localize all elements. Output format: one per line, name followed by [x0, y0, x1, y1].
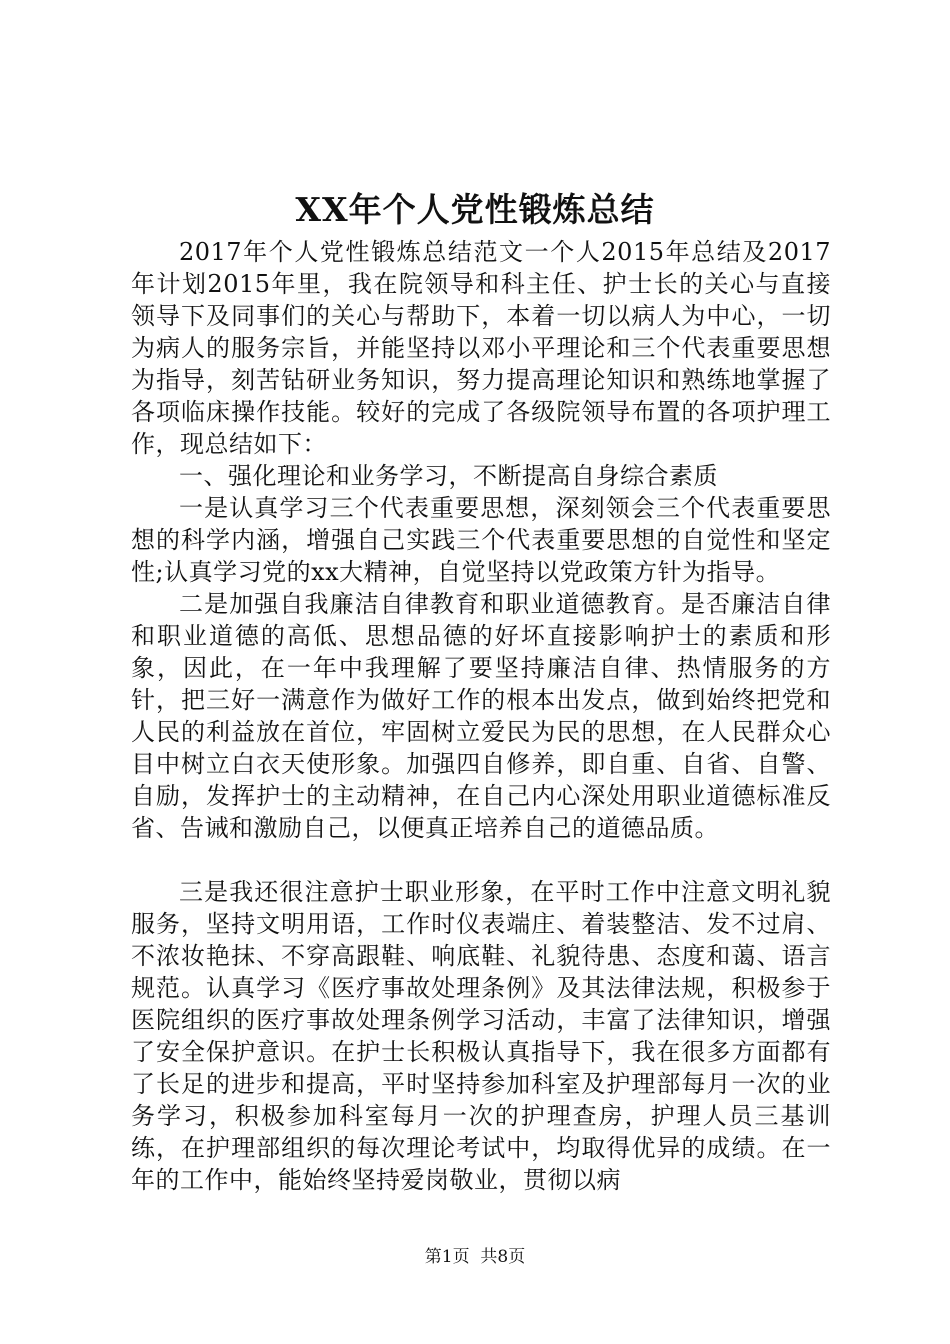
- paragraph-ethics: 二是加强自我廉洁自律教育和职业道德教育。是否廉洁自律和职业道德的高低、思想品德的好坏直接影响护士的素质和形象，因此，在一年中我理解了要坚持廉洁自律、热情服务的方针，把三好一满意作为做好工作的根本出发点，做到始终把党和人民的利益放在首位，牢固树立爱民为民的思想，在人民群众心目中树立白衣天使形象。加强四自修养，即自重、自省、自警、自励，发挥护士的主动精神，在自己内心深处用职业道德标准反省、告诫和激励自己，以便真正培养自己的道德品质。: [131, 590, 831, 842]
- page-number: 第1页: [424, 1247, 470, 1267]
- page-footer: [0, 1246, 950, 1268]
- paragraph-intro: 2017年个人党性锻炼总结范文一个人2015年总结及2017年计划2015年里，我在院领导和科主任、护士长的关心与直接领导下及同事们的关心与帮助下，本着一切以病人为中心，一切为病人的服务宗旨，并能坚持以邓小平理论和三个代表重要思想为指导，刻苦钻研业务知识，努力提高理论知识和熟练地掌握了各项临床操作技能。较好的完成了各级院领导布置的各项护理工作，现总结如下：: [131, 238, 831, 458]
- paragraph-image: 三是我还很注意护士职业形象，在平时工作中注意文明礼貌服务，坚持文明用语，工作时仪表端庄、着装整洁、发不过肩、不浓妆艳抹、不穿高跟鞋、响底鞋、礼貌待患、态度和蔼、语言规范。认真学习《医疗事故处理条例》及其法律法规，积极参于医院组织的医疗事故处理条例学习活动，丰富了法律知识，增强了安全保护意识。在护士长积极认真指导下，我在很多方面都有了长足的进步和提高，平时坚持参加科室及护理部每月一次的业务学习，积极参加科室每月一次的护理查房，护理人员三基训练，在护理部组织的每次理论考试中，均取得优异的成绩。在一年的工作中，能始终坚持爱岗敬业，贯彻以病: [131, 878, 831, 1194]
- document-title: XX年个人党性锻炼总结: [295, 190, 655, 229]
- document-body: [131, 236, 831, 1196]
- section-heading: 一、强化理论和业务学习，不断提高自身综合素质: [179, 462, 718, 490]
- page-total: 共8页: [480, 1247, 526, 1267]
- paragraph-study: 一是认真学习三个代表重要思想，深刻领会三个代表重要思想的科学内涵，增强自己实践三个代表重要思想的自觉性和坚定性;认真学习党的xx大精神，自觉坚持以党政策方针为指导。: [131, 494, 831, 586]
